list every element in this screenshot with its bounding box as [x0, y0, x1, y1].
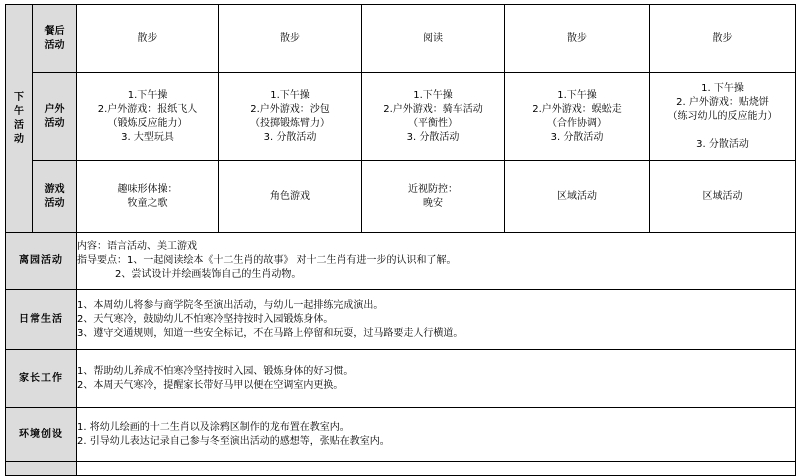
- cell-line: 1.下午操: [270, 89, 310, 101]
- cell-line: 1. 下午操: [701, 82, 744, 94]
- content-line: 1. 将幼儿绘画的十二生肖以及涂鸦区制作的龙布置在教室内。: [77, 421, 350, 433]
- cell-line: 近视防控：: [408, 183, 458, 195]
- afternoon-activities-label: [6, 5, 33, 233]
- content-line: 1、本周幼儿将参与商学院冬至演出活动，与幼儿一起排练完成演出。: [77, 299, 384, 311]
- cell-line: （合作协调）: [547, 117, 607, 129]
- after-meal-row: [6, 5, 796, 73]
- cell-line: 1.下午操: [127, 89, 168, 101]
- cell-line: （锻炼反应能力）: [107, 117, 188, 129]
- daily-content: [77, 290, 796, 350]
- leaving-content: [77, 233, 796, 290]
- cell-line: 2.户外游戏：报纸飞人: [97, 103, 198, 115]
- games-day-1: [77, 161, 219, 233]
- row-label-line: 餐后: [44, 25, 65, 37]
- content-line: 1、帮助幼儿养成不怕寒冷坚持按时入园、锻炼身体的好习惯。: [77, 365, 354, 377]
- after-meal-day-4: 散步: [505, 5, 650, 73]
- row-label-line: 活动: [44, 39, 65, 51]
- content-line: 内容：语言活动、美工游戏: [77, 241, 197, 252]
- games-row: [6, 161, 796, 233]
- outdoor-label: [33, 73, 77, 161]
- content-line: 2、天气寒冷，鼓励幼儿不怕寒冷坚持按时入园锻炼身体。: [77, 313, 334, 325]
- outdoor-day-4: [505, 73, 650, 161]
- content-line: 2. 引导幼儿表达记录自己参与冬至演出活动的感想等，张贴在教室内。: [77, 435, 390, 447]
- afternoon-label-char: 动: [14, 133, 24, 145]
- leaving-row: [6, 233, 796, 290]
- outdoor-row: [6, 73, 796, 161]
- after-meal-label: [33, 5, 77, 73]
- games-day-4: [505, 161, 650, 233]
- content-line: 3、遵守交通规则，知道一些安全标记，不在马路上停留和玩耍，过马路要走人行横道。: [77, 327, 464, 339]
- daily-label: 日常生活: [6, 290, 77, 350]
- row-label-line: 活动: [44, 197, 65, 209]
- outdoor-day-1: [77, 73, 219, 161]
- cell-line: 1.下午操: [557, 89, 597, 101]
- after-meal-day-1: 散步: [77, 5, 219, 73]
- cell-line: 区域活动: [702, 190, 743, 202]
- content-line: 指导要点：1、一起阅读绘本《十二生肖的故事》 对十二生肖有进一步的认识和了解。: [77, 255, 457, 266]
- afternoon-label-char: 下: [14, 91, 24, 103]
- outdoor-day-5: [650, 73, 796, 161]
- afternoon-label-char: 午: [14, 105, 24, 117]
- games-day-3: [362, 161, 505, 233]
- cell-line: 3. 分散活动: [696, 138, 749, 150]
- after-meal-day-3: 阅读: [362, 5, 505, 73]
- cell-line: 1.下午操: [413, 89, 453, 101]
- environment-row: [6, 408, 796, 462]
- cell-line: 角色游戏: [270, 190, 310, 202]
- cell-line: 晚安: [423, 197, 443, 209]
- row-label-line: 活动: [44, 117, 65, 129]
- games-day-2: [219, 161, 362, 233]
- cell-line: 趣味形体操：: [117, 183, 178, 195]
- cell-line: 2.户外游戏：蜈蚣走: [532, 103, 622, 115]
- content-line: 2、本周天气寒冷，提醒家长带好马甲以便在空调室内更换。: [77, 379, 344, 391]
- cell-line: 3. 分散活动: [263, 131, 317, 143]
- cell-line: 3. 大型玩具: [121, 131, 174, 143]
- parents-content: [77, 350, 796, 408]
- after-meal-day-2: 散步: [219, 5, 362, 73]
- cell-line: 2.户外游戏：沙包: [250, 103, 330, 115]
- games-day-5: [650, 161, 796, 233]
- outdoor-day-3: [362, 73, 505, 161]
- cell-line: 2. 户外游戏：贴烧饼: [676, 96, 769, 108]
- row-label-line: 游戏: [44, 183, 65, 195]
- row-label-line: 户外: [44, 103, 65, 115]
- afternoon-label-char: 活: [14, 119, 24, 131]
- cell-line: 3. 分散活动: [550, 131, 604, 143]
- parents-row: [6, 350, 796, 408]
- cell-line: （平衡性）: [408, 117, 458, 129]
- content-line: 2、尝试设计并绘画装饰自己的生肖动物。: [115, 269, 302, 280]
- leaving-label: 离园活动: [6, 233, 77, 290]
- cell-line: 牧童之歌: [127, 197, 168, 209]
- parents-label: 家长工作: [6, 350, 77, 408]
- environment-label: 环境创设: [6, 408, 77, 462]
- environment-content: [77, 408, 796, 462]
- outdoor-day-2: [219, 73, 362, 161]
- games-label: [33, 161, 77, 233]
- after-meal-day-5: 散步: [650, 5, 796, 73]
- cell-line: （练习幼儿的反应能力）: [667, 110, 778, 122]
- cell-line: 3. 分散活动: [406, 131, 460, 143]
- cell-line: （投掷锻炼臂力）: [250, 117, 330, 129]
- cell-line: 区域活动: [557, 190, 597, 202]
- cell-line: 2.户外游戏：骑车活动: [383, 103, 483, 115]
- daily-row: [6, 290, 796, 350]
- schedule-table: [5, 4, 796, 476]
